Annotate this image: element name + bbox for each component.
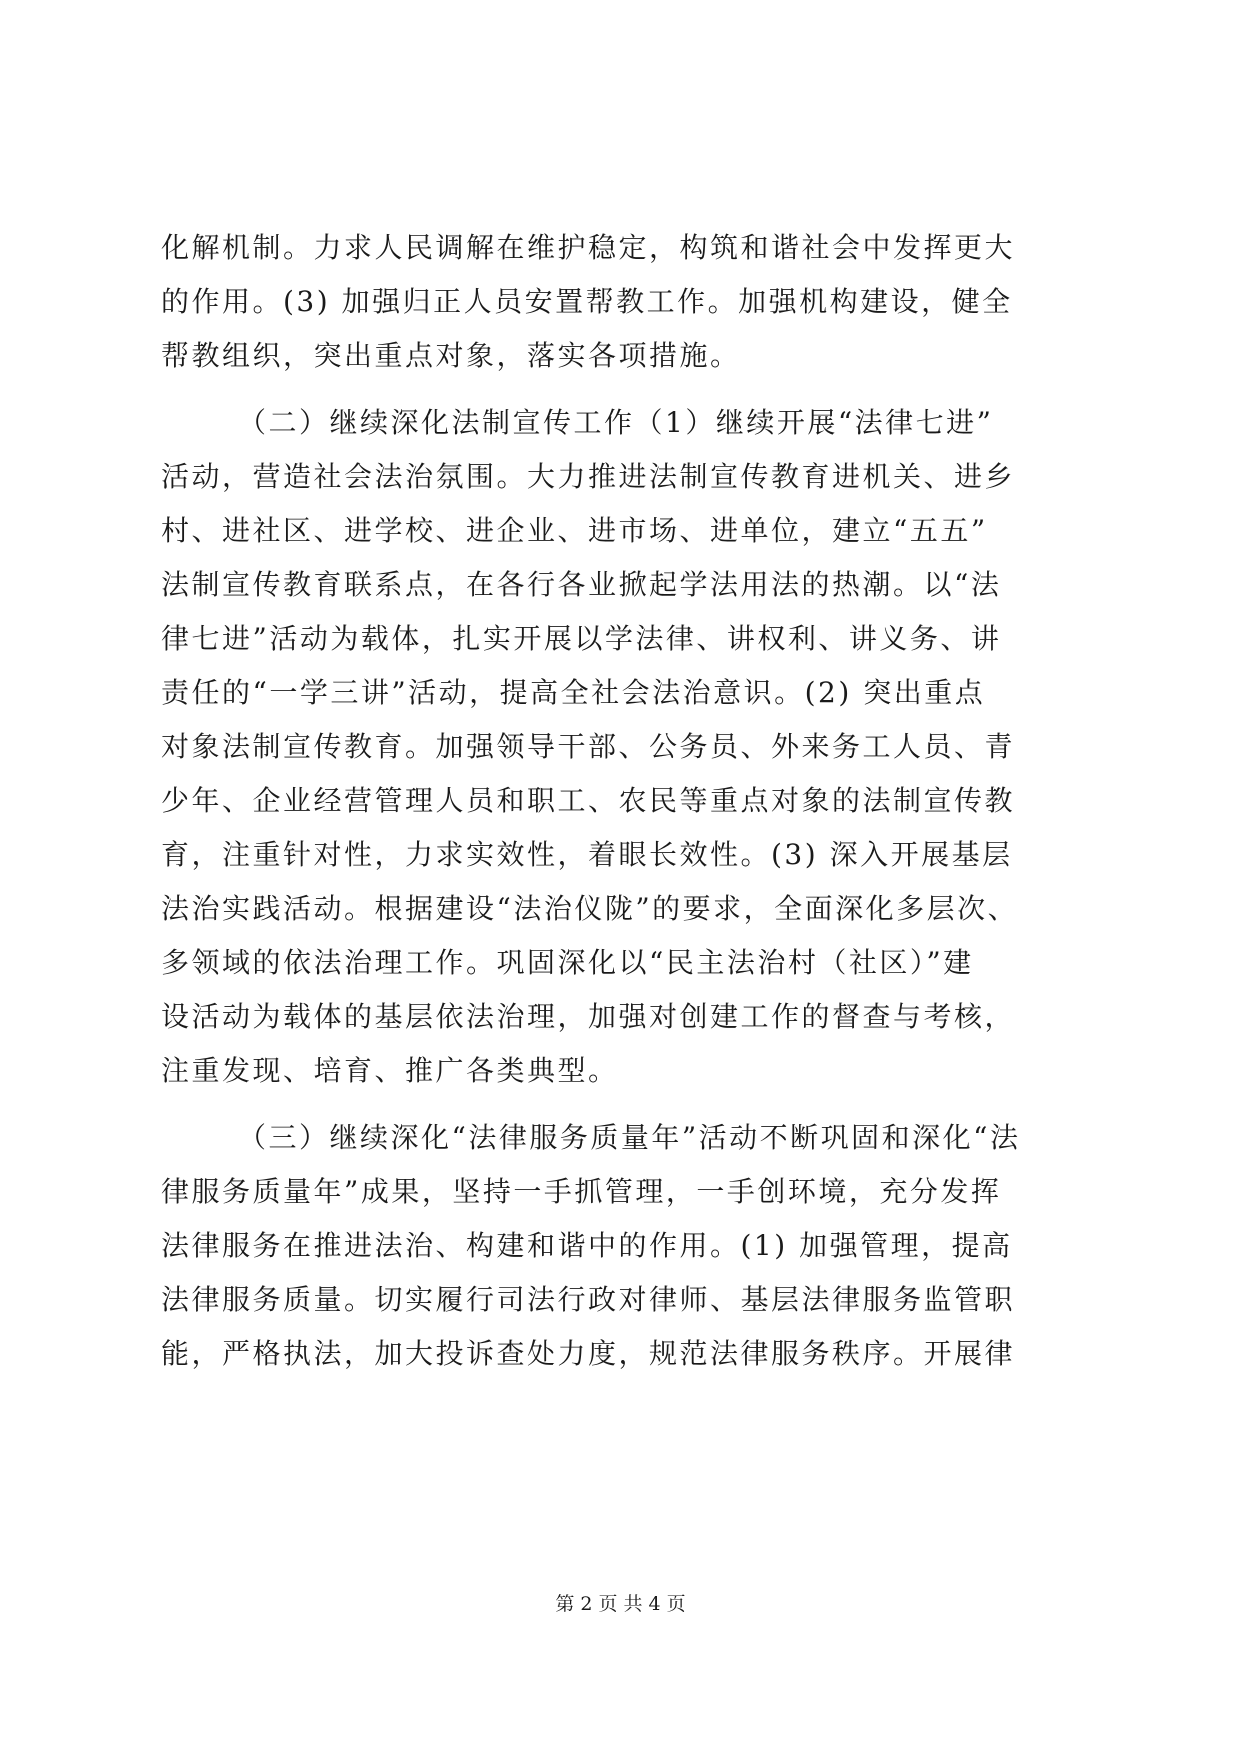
- text-line: 法律服务在推进法治、构建和谐中的作用。(1) 加强管理，提高: [161, 1229, 1013, 1262]
- text-line: 注重发现、培育、推广各类典型。: [161, 1054, 619, 1087]
- text-line: 律服务质量年”成果，坚持一手抓管理，一手创环境，充分发挥: [161, 1175, 1002, 1208]
- text-line: 化解机制。力求人民调解在维护稳定，构筑和谐社会中发挥更大: [161, 231, 1016, 264]
- text-line: 设活动为载体的基层依法治理，加强对创建工作的督查与考核，: [161, 1000, 1016, 1033]
- text-line: 多领域的依法治理工作。巩固深化以“民主法治村（社区）”建: [161, 946, 974, 979]
- text-line: 少年、企业经营管理人员和职工、农民等重点对象的法制宣传教: [161, 784, 1016, 817]
- page-number-footer: 第 2 页 共 4 页: [555, 1593, 686, 1615]
- text-line: 育，注重针对性，力求实效性，着眼长效性。(3) 深入开展基层: [161, 838, 1013, 871]
- paragraph-start-line: （二）继续深化法制宣传工作（1）继续开展“法律七进”: [238, 406, 994, 439]
- text-line: 法制宣传教育联系点，在各行各业掀起学法用法的热潮。以“法: [161, 568, 1002, 601]
- text-line: 能，严格执法，加大投诉查处力度，规范法律服务秩序。开展律: [161, 1337, 1016, 1370]
- text-line: 活动，营造社会法治氛围。大力推进法制宣传教育进机关、进乡: [161, 460, 1016, 493]
- text-line: 帮教组织，突出重点对象，落实各项措施。: [161, 339, 741, 372]
- text-line: 村、进社区、进学校、进企业、进市场、进单位，建立“五五”: [161, 514, 988, 547]
- text-line: 对象法制宣传教育。加强领导干部、公务员、外来务工人员、青: [161, 730, 1016, 763]
- text-line: 的作用。(3) 加强归正人员安置帮教工作。加强机构建设，健全: [161, 285, 1013, 318]
- text-line: 责任的“一学三讲”活动，提高全社会法治意识。(2) 突出重点: [161, 676, 986, 709]
- text-line: 律七进”活动为载体，扎实开展以学法律、讲权利、讲义务、讲: [161, 622, 1002, 655]
- paragraph-start-line: （三）继续深化“法律服务质量年”活动不断巩固和深化“法: [238, 1121, 1021, 1154]
- text-line: 法治实践活动。根据建设“法治仪陇”的要求，全面深化多层次、: [161, 892, 1019, 925]
- text-line: 法律服务质量。切实履行司法行政对律师、基层法律服务监管职: [161, 1283, 1016, 1316]
